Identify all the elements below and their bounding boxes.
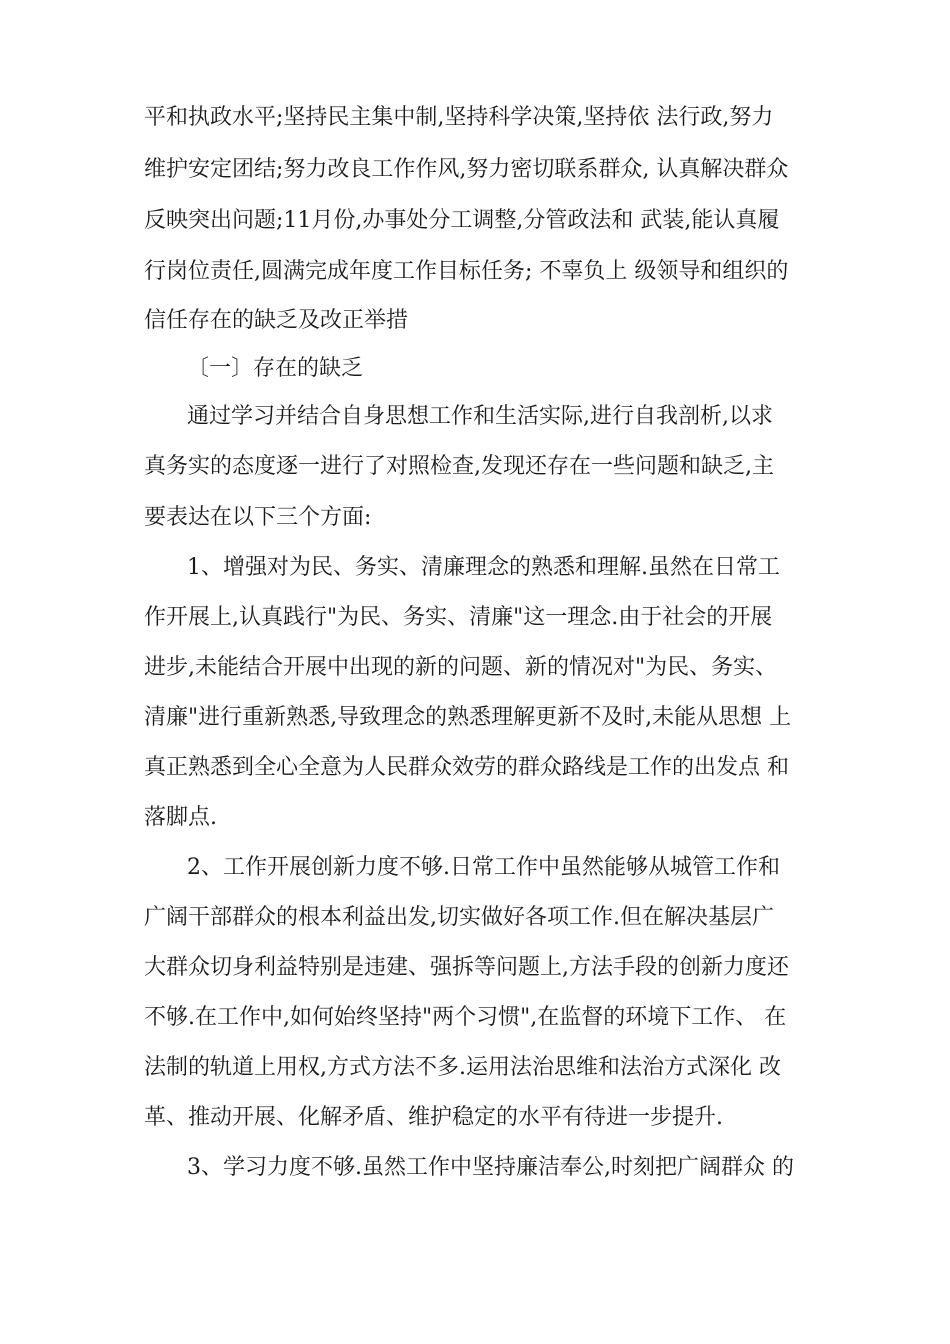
text-line: 不够.在工作中,如何始终坚持"两个习惯",在监督的环境下工作、 在 bbox=[144, 1005, 787, 1030]
text-line: 法制的轨道上用权,方式方法不多.运用法治思维和法治方式深化 改 bbox=[144, 1055, 781, 1080]
text-line: 进步,未能结合开展中出现的新的问题、新的情况对"为民、务实、 bbox=[144, 655, 778, 680]
text-line: 真正熟悉到全心全意为人民群众效劳的群众路线是工作的出发点 和 bbox=[144, 755, 789, 780]
text-line: 要表达在以下三个方面: bbox=[144, 505, 372, 530]
list-item-3-first-line: 3、学习力度不够.虽然工作中坚持廉洁奉公,时刻把广阔群众 的 bbox=[187, 1155, 794, 1180]
text-line: 作开展上,认真践行"为民、务实、清廉"这一理念.由于社会的开展 bbox=[144, 605, 773, 630]
text-line: 反映突出问题;11月份,办事处分工调整,分管政法和 武装,能认真履 bbox=[144, 208, 780, 233]
text-line: 行岗位责任,圆满完成年度工作目标任务; 不辜负上 级领导和组织的 bbox=[144, 259, 789, 284]
text-line: 广阔干部群众的根本利益出发,切实做好各项工作.但在解决基层广 bbox=[144, 905, 774, 930]
text-line: 革、推动开展、化解矛盾、维护稳定的水平有待进一步提升. bbox=[144, 1105, 723, 1130]
list-item-2-first-line: 2、工作开展创新力度不够.日常工作中虽然能够从城管工作和 bbox=[187, 855, 780, 880]
section-heading: 〔一〕存在的缺乏 bbox=[187, 356, 364, 381]
paragraph-first-line: 通过学习并结合自身思想工作和生活实际,进行自我剖析,以求 bbox=[187, 404, 773, 429]
list-item-1-first-line: 1、增强对为民、务实、清廉理念的熟悉和理解.虽然在日常工 bbox=[187, 555, 780, 580]
text-line: 清廉"进行重新熟悉,导致理念的熟悉理解更新不及时,未能从思想 上 bbox=[144, 705, 792, 730]
text-line: 真务实的态度逐一进行了对照检查,发现还存在一些问题和缺乏,主 bbox=[144, 454, 774, 479]
text-line: 维护安定团结;努力改良工作作风,努力密切联系群众, 认真解决群众 bbox=[144, 157, 789, 182]
text-line: 落脚点. bbox=[144, 805, 217, 830]
text-line: 信任存在的缺乏及改正举措 bbox=[144, 308, 409, 333]
text-line: 大群众切身利益特别是违建、强拆等问题上,方法手段的创新力度还 bbox=[144, 955, 789, 980]
text-line: 平和执政水平;坚持民主集中制,坚持科学决策,坚持依 法行政,努力 bbox=[144, 105, 774, 130]
